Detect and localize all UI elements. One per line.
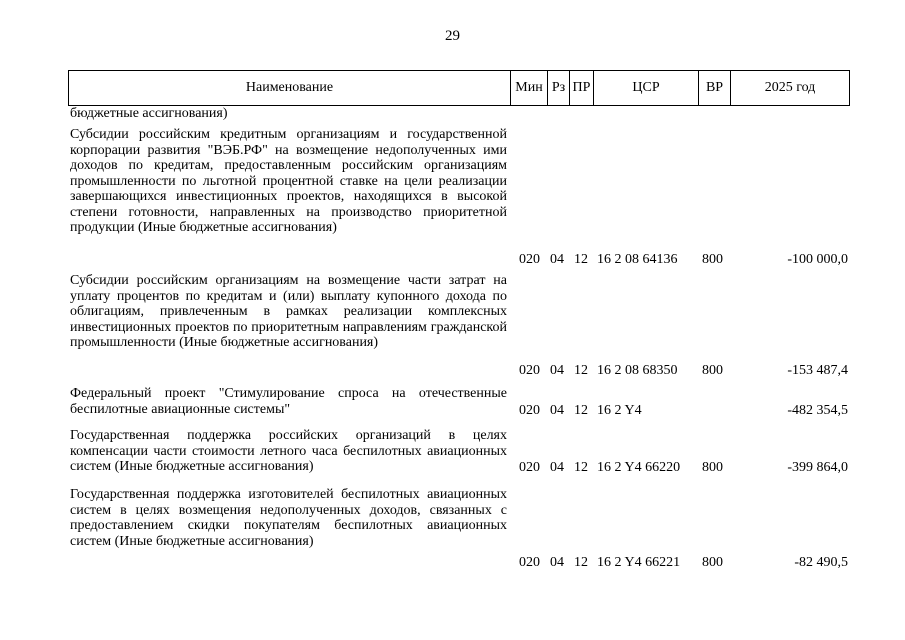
header-vr: ВР [698,71,730,105]
row-name: Субсидии российским кредитным организациям и государственной корпорации развития "ВЭБ.РФ" на возмещение недополученных ими доходов по кредитам, предоставленным российским организациям промышленности по льготной процентной ставке на цели реализации завершающихся инвестиционных проектов, находящихся в высокой степени готовности, направленных на производство приоритетной продукции (Иные бюджетные ассигнования) [70,127,507,235]
continuation-text: бюджетные ассигнования) [70,106,228,121]
row-pr: 12 [574,252,588,267]
table-header [68,70,850,106]
row-pr: 12 [574,403,588,418]
row-amount: -399 864,0 [787,460,848,475]
header-name: Наименование [245,80,334,95]
header-pr: ПР [569,71,593,105]
row-name: Субсидии российским организациям на возмещение части затрат на уплату процентов по кредитам и (или) выплату купонного дохода по облигациям, привлеченным в рамках реализации комплексных инвестиционных проектов по приоритетным направлениям гражданской промышленности (Иные бюджетные ассигнования) [70,273,507,350]
row-min: 020 [519,403,540,418]
header-min: Мин [510,71,547,105]
row-rz: 04 [550,403,564,418]
row-csr: 16 2 Y4 [597,403,642,418]
row-vr: 800 [702,460,723,475]
row-amount: -482 354,5 [787,403,848,418]
row-amount: -100 000,0 [787,252,848,267]
row-vr: 800 [702,363,723,378]
row-rz: 04 [550,252,564,267]
header-year: 2025 год [730,71,849,105]
row-min: 020 [519,252,540,267]
row-csr: 16 2 08 68350 [597,363,678,378]
row-min: 020 [519,555,540,570]
row-pr: 12 [574,460,588,475]
row-name: Федеральный проект "Стимулирование спроса на отечественные беспилотные авиационные системы" [70,386,507,417]
row-vr: 800 [702,252,723,267]
row-rz: 04 [550,460,564,475]
page-number: 29 [445,28,460,44]
header-rz: Рз [547,71,569,105]
row-csr: 16 2 Y4 66220 [597,460,681,475]
row-amount: -82 490,5 [794,555,848,570]
row-csr: 16 2 08 64136 [597,252,678,267]
row-pr: 12 [574,555,588,570]
row-min: 020 [519,460,540,475]
row-vr: 800 [702,555,723,570]
row-rz: 04 [550,363,564,378]
row-min: 020 [519,363,540,378]
row-amount: -153 487,4 [787,363,848,378]
row-name: Государственная поддержка российских организаций в целях компенсации части стоимости летного часа беспилотных авиационных систем (Иные бюджетные ассигнования) [70,428,507,474]
row-name: Государственная поддержка изготовителей беспилотных авиационных систем в целях возмещения недополученных доходов, связанных с предоставлением скидки покупателям беспилотных авиационных систем (Иные бюджетные ассигнования) [70,487,507,549]
row-pr: 12 [574,363,588,378]
row-rz: 04 [550,555,564,570]
header-csr: ЦСР [593,71,698,105]
row-csr: 16 2 Y4 66221 [597,555,681,570]
